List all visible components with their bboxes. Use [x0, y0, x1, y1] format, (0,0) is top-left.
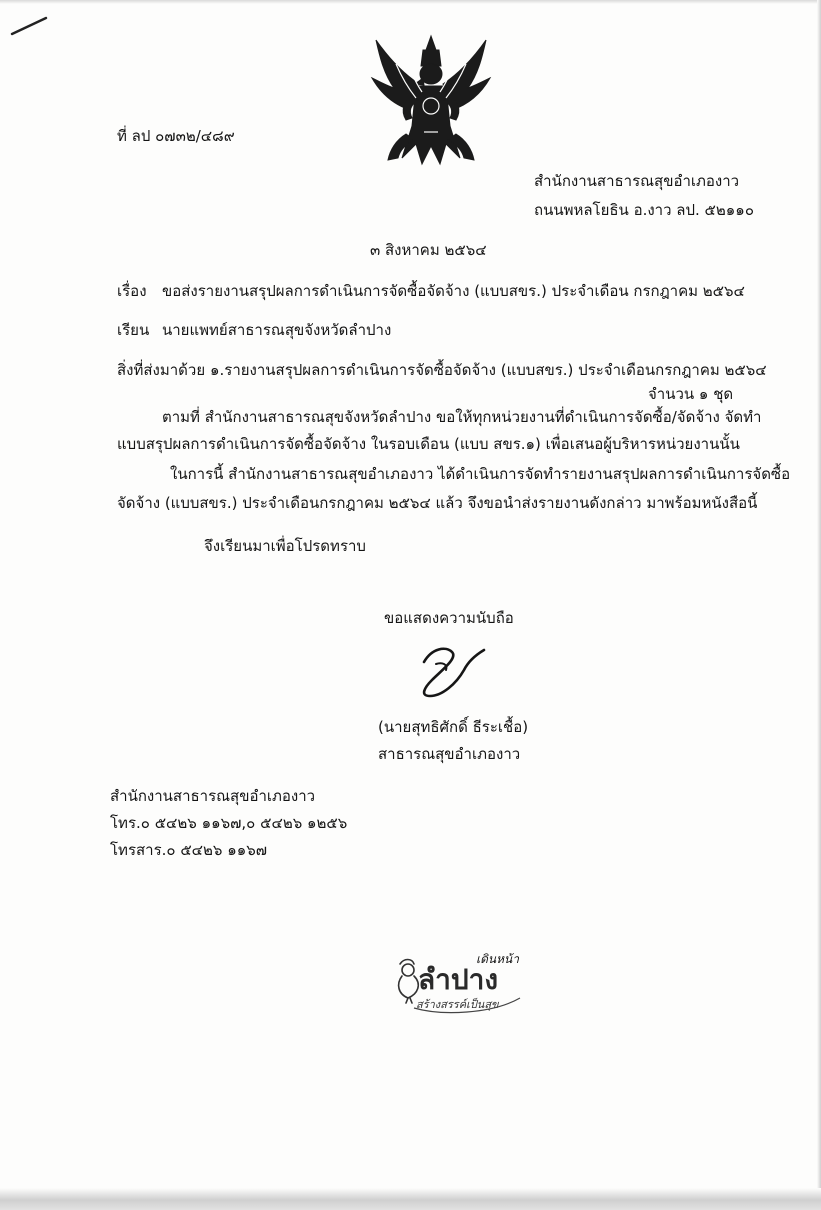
- signer-position: สาธารณสุขอำเภองาว: [378, 745, 521, 763]
- closing-salutation: ขอแสดงความนับถือ: [384, 609, 514, 627]
- enclosure-text: ๑.รายงานสรุปผลการดำเนินการจัดซื้อจัดจ้าง (แบบสขร.) ประจำเดือนกรกฎาคม ๒๕๖๔: [210, 361, 767, 379]
- reference-number: ที่ ลป ๐๗๓๒/๔๘๙: [117, 127, 235, 145]
- subject-label: เรื่อง: [117, 282, 147, 300]
- garuda-emblem-icon: [366, 34, 496, 166]
- closing-request: จึงเรียนมาเพื่อโปรดทราบ: [204, 537, 366, 555]
- logo-main-text: ลำปาง: [418, 963, 499, 996]
- logo-small-text: เดินหน้า: [476, 952, 519, 966]
- enclosure-label: สิ่งที่ส่งมาด้วย: [117, 361, 206, 379]
- office-address: ถนนพหลโยธิน อ.งาว ลป. ๕๒๑๑๐: [534, 201, 754, 219]
- letter-date: ๓ สิงหาคม ๒๕๖๔: [370, 241, 487, 259]
- body-paragraph-2-line-1: ในการนี้ สำนักงานสาธารณสุขอำเภองาว ได้ดำเนินการจัดทำรายงานสรุปผลการดำเนินการจัดซื้อ: [170, 465, 791, 483]
- office-name: สำนักงานสาธารณสุขอำเภองาว: [534, 172, 740, 190]
- pen-stroke-mark: [8, 12, 52, 40]
- scan-edge-right: [817, 0, 821, 1210]
- logo-swoosh: [412, 994, 524, 1016]
- scan-edge-bottom: [0, 1188, 821, 1210]
- footer-phone: โทร.๐ ๕๔๒๖ ๑๑๖๗,๐ ๕๔๒๖ ๑๒๕๖: [110, 814, 348, 832]
- handwritten-signature: [402, 640, 492, 702]
- enclosure-count: จำนวน ๑ ชุด: [648, 385, 734, 403]
- logo-slogan: สร้างสรรค์เป็นสุข: [416, 998, 499, 1011]
- footer-office: สำนักงานสาธารณสุขอำเภองาว: [110, 787, 316, 805]
- signer-name: (นายสุทธิศักดิ์ ธีระเชื้อ): [378, 718, 529, 736]
- body-paragraph-1-line-2: แบบสรุปผลการดำเนินการจัดซื้อจัดจ้าง ในรอบเดือน (แบบ สขร.๑) เพื่อเสนอผู้บริหารหน่วยงานนั้น: [117, 435, 740, 453]
- body-paragraph-2-line-2: จัดจ้าง (แบบสขร.) ประจำเดือนกรกฎาคม ๒๕๖๔ แล้ว จึงขอนำส่งรายงานดังกล่าว มาพร้อมหนังสือนี้: [117, 494, 758, 512]
- recipient-label: เรียน: [117, 321, 150, 339]
- scan-edge-top: [0, 0, 821, 4]
- footer-fax: โทรสาร.๐ ๕๔๒๖ ๑๑๖๗: [110, 841, 268, 859]
- body-paragraph-1-line-1: ตามที่ สำนักงานสาธารณสุขจังหวัดลำปาง ขอให้ทุกหน่วยงานที่ดำเนินการจัดซื้อ/จัดจ้าง จัดทำ: [162, 408, 762, 426]
- subject-text: ขอส่งรายงานสรุปผลการดำเนินการจัดซื้อจัดจ้าง (แบบสขร.) ประจำเดือน กรกฎาคม ๒๕๖๔: [162, 282, 745, 300]
- recipient-text: นายแพทย์สาธารณสุขจังหวัดลำปาง: [162, 321, 392, 339]
- lampang-logo: [392, 950, 532, 1022]
